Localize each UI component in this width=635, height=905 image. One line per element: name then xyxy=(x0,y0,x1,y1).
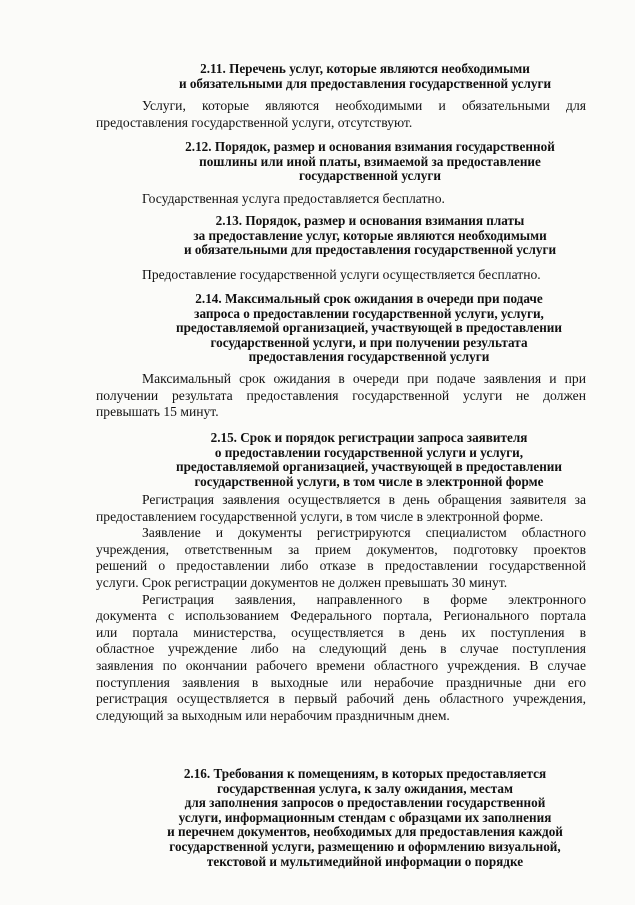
paragraph-2-15 xyxy=(96,492,586,724)
heading-line: 2.11. Перечень услуг, которые являются необходимыми xyxy=(200,61,530,76)
paragraph-line: получении результата предоставления государственной услуги не должен xyxy=(96,387,586,403)
heading-line: запроса о предоставлении государственной услуги, услуги, xyxy=(194,305,544,321)
heading-line: предоставляемой организацией, участвующей в предоставлении xyxy=(176,459,562,475)
paragraph-line: превышать 15 минут. xyxy=(96,404,219,420)
section-heading-2-11 xyxy=(150,62,580,91)
heading-line: текстовой и мультимедийной информации о порядке xyxy=(206,853,524,869)
section-heading-2-15 xyxy=(146,431,592,489)
paragraph-line: областное учреждение либо на следующий день в случае поступления xyxy=(96,641,586,657)
paragraph-line: регистрация осуществляется в первый рабочий день областного учреждения, xyxy=(96,691,586,707)
heading-line: и обязательными для предоставления государственной услуги xyxy=(178,75,552,91)
paragraph-line: документа с использованием Федерального портала, Регионального портала xyxy=(96,608,586,624)
paragraph-2-14 xyxy=(96,371,586,421)
heading-line: государственной услуги, в том числе в электронной форме xyxy=(194,473,544,489)
paragraph-line: или портала министерства, осуществляется в день их поступления в xyxy=(96,624,586,640)
section-heading-2-16 xyxy=(140,767,590,869)
paragraph-line: решений о предоставлении либо отказе в предоставлении государственной xyxy=(96,558,586,574)
section-heading-2-14 xyxy=(146,292,592,365)
paragraph-line: Предоставление государственной услуги осуществляется бесплатно. xyxy=(142,267,541,282)
paragraph-line: Регистрация заявления осуществляется в день обращения заявителя за xyxy=(142,492,586,507)
paragraph-line: Заявление и документы регистрируются специалистом областного xyxy=(142,525,586,541)
heading-line: услуги, информационным стендам с образцами их заполнения xyxy=(178,809,552,825)
paragraph-2-12 xyxy=(96,191,586,208)
paragraph-line: услуги. Срок регистрации документов не должен превышать 30 минут. xyxy=(96,574,508,590)
heading-line: о предоставлении государственной услуги и услуги, xyxy=(214,444,524,460)
paragraph-line: предоставления государственной услуги, отсутствуют. xyxy=(96,114,413,130)
heading-line: для заполнения запросов о предоставлении государственной xyxy=(184,795,546,811)
heading-line: государственной услуги xyxy=(299,168,441,184)
heading-line: и перечнем документов, необходимых для предоставления каждой xyxy=(167,824,563,840)
heading-line: 2.15. Срок и порядок регистрации запроса заявителя xyxy=(210,430,528,445)
paragraph-line: поступления заявления в выходные или нерабочие праздничные дни его xyxy=(96,674,586,690)
paragraph-2-13 xyxy=(96,267,586,284)
paragraph-line: Услуги, которые являются необходимыми и обязательными для xyxy=(142,98,586,113)
paragraph-line: Регистрация заявления, направленного в форме электронного xyxy=(142,591,586,607)
heading-line: за предоставление услуг, которые являются необходимыми xyxy=(193,227,547,243)
paragraph-line: заявления по окончании рабочего времени областного учреждения. В случае xyxy=(96,657,586,673)
heading-line: и обязательными для предоставления государственной услуги xyxy=(183,242,557,258)
heading-line: государственная услуга, к залу ожидания, местам xyxy=(217,780,513,796)
paragraph-line: Государственная услуга предоставляется бесплатно. xyxy=(142,191,445,206)
heading-line: 2.14. Максимальный срок ожидания в очереди при подаче xyxy=(195,291,543,306)
paragraph-line: учреждения, ответственным за прием документов, подготовку проектов xyxy=(96,541,586,557)
section-heading-2-12 xyxy=(150,140,590,184)
heading-line: предоставляемой организацией, участвующей в предоставлении xyxy=(176,320,562,336)
heading-line: пошлины или иной платы, взимаемой за предоставление xyxy=(199,153,541,169)
paragraph-2-11 xyxy=(96,98,586,131)
heading-line: государственной услуги, и при получении результата xyxy=(210,334,528,350)
heading-line: 2.12. Порядок, размер и основания взимания государственной xyxy=(185,139,555,154)
heading-line: 2.16. Требования к помещениям, в которых предоставляется xyxy=(183,766,547,781)
heading-line: государственной услуги, размещению и оформлению визуальной, xyxy=(169,838,561,854)
section-heading-2-13 xyxy=(150,214,590,258)
heading-line: предоставления государственной услуги xyxy=(248,349,490,365)
paragraph-line: следующий за выходным или нерабочим праздничным днем. xyxy=(96,707,450,723)
paragraph-line: Максимальный срок ожидания в очереди при подаче заявления и при xyxy=(142,371,586,386)
paragraph-line: предоставлением государственной услуги, в том числе в электронной форме. xyxy=(96,508,544,524)
heading-line: 2.13. Порядок, размер и основания взимания платы xyxy=(215,213,525,228)
